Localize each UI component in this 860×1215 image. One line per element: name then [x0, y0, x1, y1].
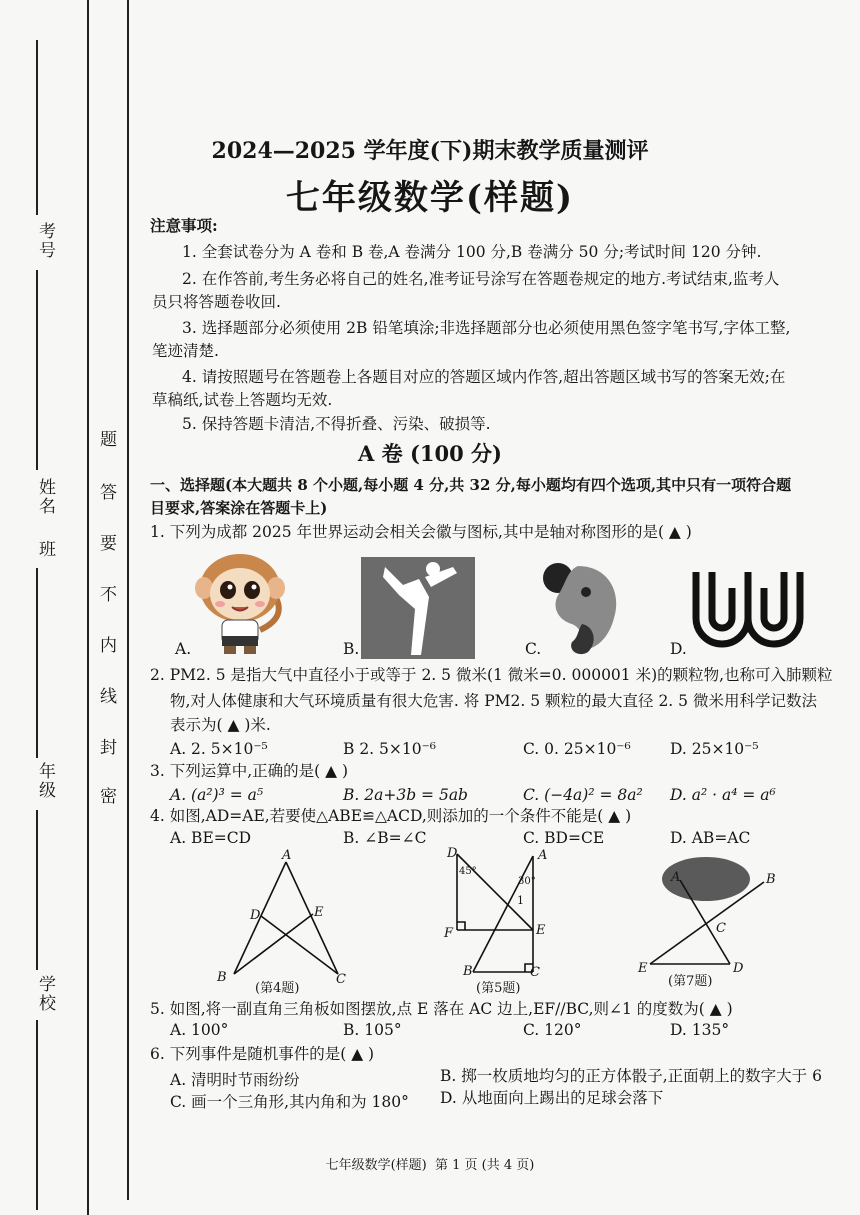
section-title: A 卷 (100 分) — [358, 441, 502, 466]
figure-7-caption: (第7题) — [668, 974, 713, 989]
question-3-option-a[interactable]: A. (a²)³ = a⁵ — [170, 786, 264, 804]
field-school: 学校 — [35, 975, 55, 1013]
question-4-stem: 4. 如图,AD=AE,若要使△ABE≌△ACD,则添加的一个条件不能是( ▲ ) — [150, 807, 632, 825]
question-4-option-c[interactable]: C. BD=CE — [523, 829, 605, 847]
figure-5-point: 30° — [518, 876, 536, 887]
mascot-image — [190, 552, 290, 654]
figure-5-point: B — [463, 964, 473, 979]
part1-instructions: 一、选择题(本大题共 8 个小题,每小题 4 分,共 32 分,每小题均有四个选项,其中只有一项符合题 — [150, 476, 792, 494]
figure-7-point: A — [671, 870, 681, 885]
field-name: 姓名 — [35, 478, 55, 516]
question-6-option-c[interactable]: C. 画一个三角形,其内角和为 180° — [170, 1093, 409, 1111]
field-class: 班 — [35, 540, 55, 559]
seal-char: 密 — [100, 787, 117, 807]
question-6-stem: 6. 下列事件是随机事件的是( ▲ ) — [150, 1045, 375, 1063]
question-2-stem: 物,对人体健康和大气环境质量有很大危害. 将 PM2. 5 颗粒的最大直径 2. 5 微米用科学记数法 — [170, 692, 817, 710]
notice-line: 2. 在作答前,考生务必将自己的姓名,准考证号涂写在答题卷规定的地方.考试结束,监考人 — [182, 270, 780, 288]
notice-line: 1. 全套试卷分为 A 卷和 B 卷,A 卷满分 100 分,B 卷满分 50 分;考试时间 120 分钟. — [182, 243, 762, 261]
panda-icon — [538, 562, 624, 658]
notice-line: 3. 选择题部分必须使用 2B 铅笔填涂;非选择题部分也必须使用黑色签字笔书写,字体工整, — [182, 319, 791, 337]
question-2-option-d[interactable]: D. 25×10⁻⁵ — [670, 740, 759, 758]
seal-char: 答 — [100, 483, 117, 503]
figure-5-point: C — [530, 965, 540, 980]
figure-5-point: F — [444, 926, 454, 941]
figure-4-point: B — [217, 970, 227, 985]
notice-line: 员只将答题卷收回. — [152, 293, 281, 311]
field-grade: 年级 — [35, 762, 55, 800]
question-2-option-b[interactable]: B 2. 5×10⁻⁶ — [343, 740, 436, 758]
question-1-label-a: A. — [175, 640, 192, 658]
part1-instructions: 目要求,答案涂在答题卡上) — [150, 499, 328, 517]
figure-5-point: 45° — [459, 866, 477, 877]
question-2-option-a[interactable]: A. 2. 5×10⁻⁵ — [170, 740, 268, 758]
seal-char: 封 — [100, 738, 117, 758]
question-3-option-b[interactable]: B. 2a+3b = 5ab — [343, 786, 468, 804]
question-1-label-c: C. — [525, 640, 542, 658]
figure-7-point: E — [638, 961, 648, 976]
question-1-stem: 1. 下列为成都 2025 年世界运动会相关会徽与图标,其中是轴对称图形的是( ▲ ) — [150, 523, 692, 541]
figure-4-diagram — [225, 856, 360, 981]
question-5-option-c[interactable]: C. 120° — [523, 1021, 582, 1039]
notice-heading: 注意事项: — [150, 216, 218, 235]
figure-5-point: 1 — [517, 894, 524, 907]
question-3-option-d[interactable]: D. a² · a⁴ = a⁶ — [670, 786, 776, 804]
class-blank[interactable] — [36, 568, 38, 758]
figure-4-point: D — [250, 908, 261, 923]
figure-4-point: C — [336, 972, 346, 987]
question-5-option-d[interactable]: D. 135° — [670, 1021, 730, 1039]
school-blank[interactable] — [36, 1020, 38, 1210]
seal-char: 内 — [100, 636, 117, 656]
exam-subtitle: 七年级数学(样题) — [285, 178, 575, 218]
figure-7-point: B — [766, 872, 776, 887]
figure-4-point: E — [314, 905, 324, 920]
figure-7-point: C — [716, 921, 726, 936]
page-footer: 七年级数学(样题) 第 1 页 (共 4 页) — [325, 1158, 535, 1173]
figure-4-point: A — [282, 848, 292, 863]
question-6-option-b[interactable]: B. 掷一枚质地均匀的正方体骰子,正面朝上的数字大于 6 — [440, 1067, 822, 1085]
question-3-stem: 3. 下列运算中,正确的是( ▲ ) — [150, 762, 349, 780]
figure-7-diagram — [640, 852, 780, 977]
question-2-option-c[interactable]: C. 0. 25×10⁻⁶ — [523, 740, 631, 758]
question-1-label-b: B. — [343, 640, 360, 658]
question-2-stem: 2. PM2. 5 是指大气中直径小于或等于 2. 5 微米(1 微米=0. 000001 米)的颗粒物,也称可入肺颗粒 — [150, 666, 833, 684]
figure-5-point: E — [536, 923, 546, 938]
notice-line: 草稿纸,试卷上答题均无效. — [152, 391, 333, 409]
taekwondo-icon — [361, 557, 475, 659]
notice-line: 5. 保持答题卡清洁,不得折叠、污染、破损等. — [182, 415, 491, 433]
question-1-label-d: D. — [670, 640, 687, 658]
figure-5-point: D — [447, 846, 458, 861]
w-logo-icon — [690, 568, 806, 658]
grade-blank[interactable] — [36, 810, 38, 970]
seal-char: 线 — [100, 687, 117, 707]
question-6-option-a[interactable]: A. 清明时节雨纷纷 — [170, 1071, 300, 1089]
question-4-option-a[interactable]: A. BE=CD — [170, 829, 252, 847]
figure-4-caption: (第4题) — [255, 981, 300, 996]
question-5-stem: 5. 如图,将一副直角三角板如图摆放,点 E 落在 AC 边上,EF//BC,则∠1 的度数为( ▲ ) — [150, 1000, 733, 1018]
notice-line: 4. 请按照题号在答题卷上各题目对应的答题区域内作答,超出答题区域书写的答案无效;在 — [182, 368, 786, 386]
seal-char: 要 — [100, 534, 117, 554]
question-4-option-d[interactable]: D. AB=AC — [670, 829, 751, 847]
question-6-option-d[interactable]: D. 从地面向上踢出的足球会落下 — [440, 1089, 664, 1107]
question-3-option-c[interactable]: C. (−4a)² = 8a² — [523, 786, 643, 804]
question-5-option-b[interactable]: B. 105° — [343, 1021, 402, 1039]
figure-5-point: A — [538, 848, 548, 863]
figure-7-point: D — [733, 961, 744, 976]
seal-char: 题 — [100, 430, 117, 450]
question-2-stem: 表示为( ▲ )米. — [170, 716, 271, 734]
exam-title: 2024—2025 学年度(下)期末教学质量测评 — [211, 138, 649, 164]
seal-char: 不 — [100, 585, 117, 605]
question-4-option-b[interactable]: B. ∠B=∠C — [343, 829, 427, 847]
field-exam-number: 考号 — [35, 222, 55, 260]
figure-5-caption: (第5题) — [476, 981, 521, 996]
notice-line: 笔迹清楚. — [152, 342, 219, 360]
question-5-option-a[interactable]: A. 100° — [170, 1021, 229, 1039]
